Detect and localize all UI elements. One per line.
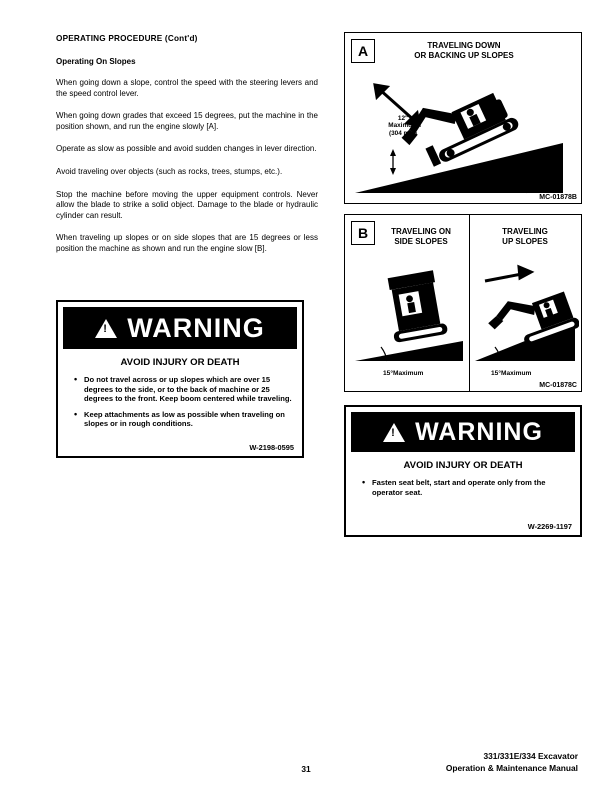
panel-a-dimension-label <box>381 115 425 137</box>
warning-triangle-icon <box>95 319 117 338</box>
warning-code: W-2269-1197 <box>527 522 572 531</box>
paragraph-5: Stop the machine before moving the upper equipment controls. Never allow the blade to strike a solid object. Damage to the blade or hydraulic cylinder can result. <box>56 189 318 220</box>
sub-heading: Operating On Slopes <box>56 57 136 66</box>
panel-a-dim-line2: Maximum <box>388 122 418 130</box>
list-item: • Fasten seat belt, start and operate only from the operator seat. <box>364 478 570 497</box>
warning-triangle-icon <box>383 423 405 442</box>
section-heading: OPERATING PROCEDURE (Cont'd) <box>56 34 198 43</box>
footer-manual-info <box>446 750 578 774</box>
panel-b-right-angle-label: 15°Maximum <box>491 370 532 377</box>
list-item: • Keep attachments as low as possible when traveling on slopes or in rough conditions. <box>76 410 292 429</box>
panel-b-left-title <box>375 227 467 247</box>
illustration-panel-a <box>344 32 582 204</box>
warning-label-left <box>56 300 304 458</box>
paragraph-6: When traveling up slopes or on side slopes that are 15 degrees or less position the machine as shown and run the engine slow [B]. <box>56 233 318 253</box>
footer-model: 331/331E/334 Excavator <box>483 751 578 761</box>
warning-bullet-list <box>364 478 570 497</box>
warning-word: WARNING <box>127 312 265 343</box>
paragraph-4: Avoid traveling over objects (such as rocks, trees, stumps, etc.). <box>56 166 283 176</box>
panel-b-left-illustration <box>351 263 467 371</box>
panel-letter-a: A <box>351 39 375 63</box>
panel-a-dim-line3: (304 mm) <box>388 129 418 137</box>
text-column <box>56 34 318 267</box>
warning-bullet-list <box>76 375 292 429</box>
list-item: • Do not travel across or up slopes which are over 15 degrees to the side, or to the back of machine or 25 degrees to the front. Keep boom centered while traveling. <box>76 375 292 404</box>
illustration-panel-b <box>344 214 582 392</box>
panel-b-left-title-line1: TRAVELING ON <box>391 227 451 236</box>
warning-code: W-2198-0595 <box>249 443 294 452</box>
footer-manual-title: Operation & Maintenance Manual <box>445 763 578 773</box>
panel-a-code: MC-01878B <box>539 194 577 201</box>
paragraph-1: When going down a slope, control the speed with the steering levers and the speed control lever. <box>56 78 318 98</box>
warning-word: WARNING <box>415 417 543 446</box>
panel-b-divider <box>469 215 470 391</box>
warning-label-right <box>344 405 582 537</box>
panel-b-right-illustration <box>473 259 579 371</box>
panel-a-title-line2: OR BACKING UP SLOPES <box>414 51 514 60</box>
panel-a-title <box>359 41 569 61</box>
panel-b-left-title-line2: SIDE SLOPES <box>394 237 448 246</box>
page-number: 31 <box>301 764 311 774</box>
warning-banner <box>351 412 575 452</box>
paragraph-2: When going down grades that exceed 15 degrees, put the machine in the position shown, and run the engine slowly [A]. <box>56 111 318 131</box>
panel-b-code: MC-01878C <box>539 382 577 389</box>
panel-letter-b: B <box>351 221 375 245</box>
panel-b-right-title <box>473 227 577 247</box>
panel-a-angle-label: 25° Maximum <box>463 178 506 185</box>
paragraph-3: Operate as slow as possible and avoid sudden changes in lever direction. <box>56 144 317 154</box>
panel-b-right-title-line2: UP SLOPES <box>502 237 548 246</box>
panel-a-dim-line1: 12" <box>397 115 409 122</box>
warning-subtitle: AVOID INJURY OR DEATH <box>403 460 523 471</box>
panel-a-title-line1: TRAVELING DOWN <box>427 41 501 50</box>
warning-banner <box>63 307 297 349</box>
panel-b-right-title-line1: TRAVELING <box>502 227 548 236</box>
panel-b-left-angle-label: 15°Maximum <box>383 370 424 377</box>
warning-subtitle: AVOID INJURY OR DEATH <box>120 357 240 368</box>
